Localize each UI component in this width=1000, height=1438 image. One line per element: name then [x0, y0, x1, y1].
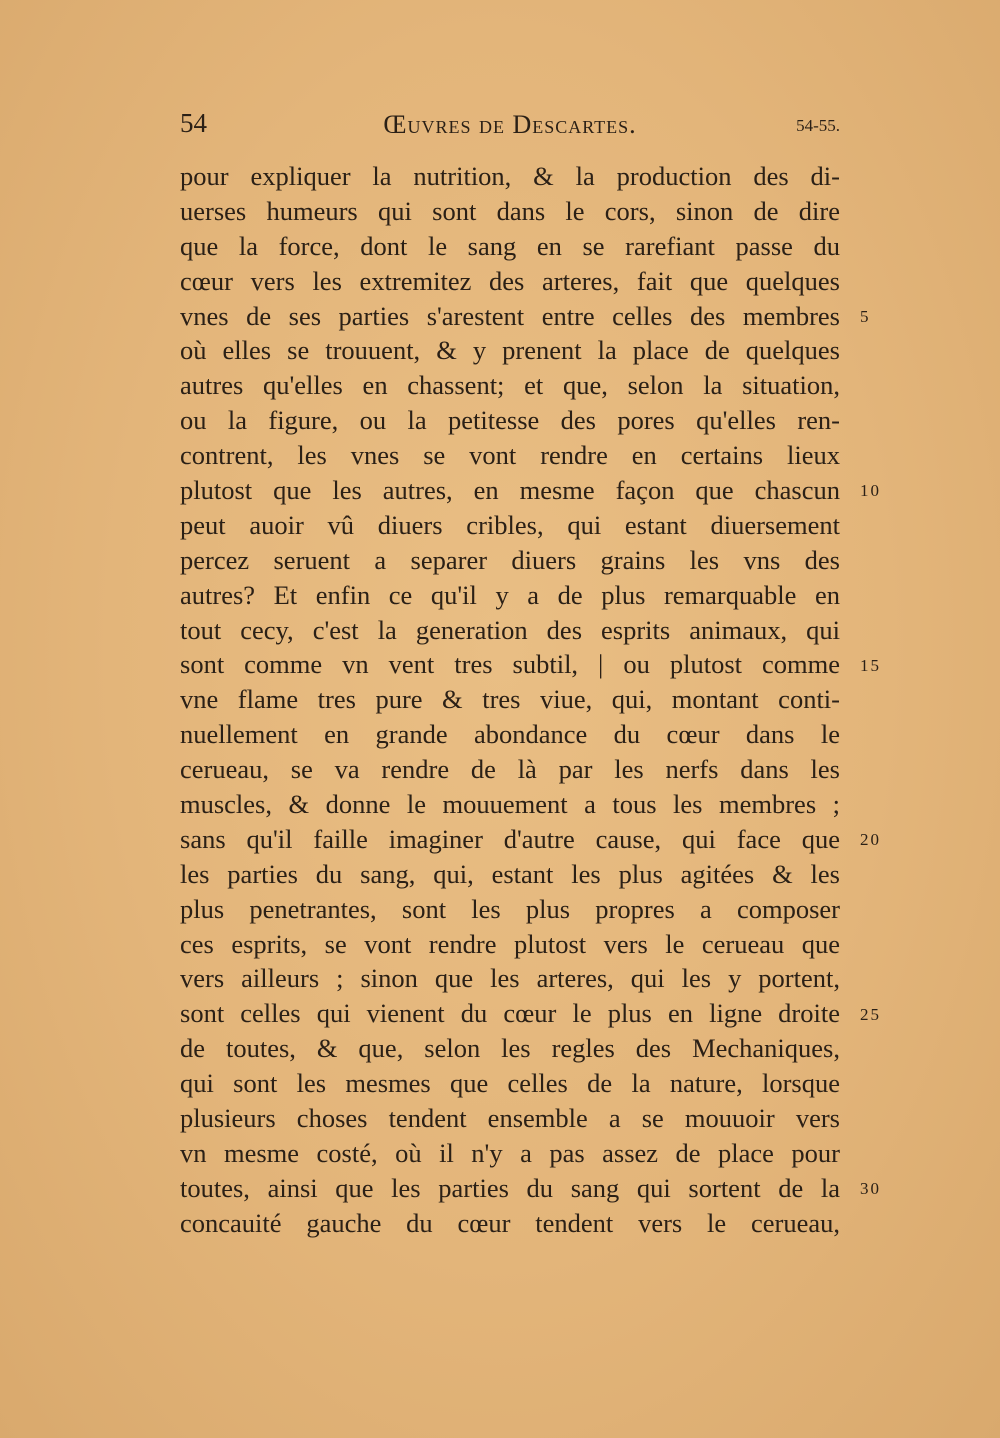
text-line [180, 613, 840, 648]
text-line-content: peut auoir vû diuers cribles, qui estant diuersement [180, 509, 840, 540]
text-line [180, 229, 840, 264]
text-line [180, 1066, 840, 1101]
text-line [180, 647, 840, 682]
text-line [180, 1171, 840, 1206]
text-line-content: plusieurs choses tendent ensemble a se mouuoir vers [180, 1103, 840, 1134]
text-line-content: contrent, les vnes se vont rendre en certains lieux [180, 440, 840, 471]
text-line [180, 682, 840, 717]
text-line-content: cœur vers les extremitez des arteres, fait que quelques [180, 265, 840, 296]
text-line-content: plutost que les autres, en mesme façon que chascun [180, 475, 840, 506]
text-line [180, 438, 840, 473]
text-line-content: vne flame tres pure & tres viue, qui, montant conti- [180, 684, 840, 715]
text-line-content: muscles, & donne le mouuement a tous les membres ; [180, 789, 840, 820]
text-line-content: ou la figure, ou la petitesse des pores qu'elles ren- [180, 405, 840, 436]
text-line [180, 787, 840, 822]
text-line-content: les parties du sang, qui, estant les plus agitées & les [180, 858, 840, 889]
text-line [180, 1031, 840, 1066]
text-line [180, 578, 840, 613]
text-line [180, 508, 840, 543]
running-title: Œuvres de Descartes. [383, 110, 637, 139]
margin-line-number: 10 [860, 481, 881, 501]
text-line [180, 299, 840, 334]
text-line [180, 822, 840, 857]
margin-line-number: 25 [860, 1004, 881, 1024]
margin-line-number: 15 [860, 655, 881, 675]
margin-line-number: 30 [860, 1179, 881, 1199]
text-line [180, 159, 840, 194]
margin-line-number: 5 [860, 306, 871, 326]
text-line [180, 473, 840, 508]
text-line-content: vn mesme costé, où il n'y a pas assez de place pour [180, 1137, 840, 1168]
text-line-content: percez seruent a separer diuers grains les vns des [180, 544, 840, 575]
text-line-content: que la force, dont le sang en se rarefiant passe du [180, 230, 840, 261]
text-line [180, 857, 840, 892]
text-line [180, 403, 840, 438]
text-line [180, 1206, 840, 1241]
text-line-content: plus penetrantes, sont les plus propres a composer [180, 893, 840, 924]
text-line-content: concauité gauche du cœur tendent vers le cerueau, [180, 1207, 840, 1238]
text-line [180, 717, 840, 752]
text-line-content: où elles se trouuent, & y prenent la place de quelques [180, 335, 840, 366]
text-line-content: autres? Et enfin ce qu'il y a de plus remarquable en [180, 579, 840, 610]
text-line [180, 961, 840, 996]
text-line [180, 194, 840, 229]
text-line-content: uerses humeurs qui sont dans le cors, sinon de dire [180, 195, 840, 226]
text-line [180, 752, 840, 787]
text-line-content: sont celles qui vienent du cœur le plus en ligne droite [180, 998, 840, 1029]
margin-line-number: 20 [860, 830, 881, 850]
text-line [180, 927, 840, 962]
text-line-content: cerueau, se va rendre de là par les nerfs dans les [180, 754, 840, 785]
text-line [180, 264, 840, 299]
text-line-content: tout cecy, c'est la generation des esprits animaux, qui [180, 614, 840, 645]
edition-page-reference: 54-55. [796, 116, 840, 135]
text-line [180, 1136, 840, 1171]
text-line-content: nuellement en grande abondance du cœur dans le [180, 719, 840, 750]
text-line-content: pour expliquer la nutrition, & la production des di- [180, 161, 840, 191]
text-line-content: vnes de ses parties s'arestent entre celles des membres [180, 300, 840, 331]
text-line-content: de toutes, & que, selon les regles des Mechaniques, [180, 1033, 840, 1064]
text-line-content: autres qu'elles en chassent; et que, selon la situation, [180, 370, 840, 401]
text-line-content: sans qu'il faille imaginer d'autre cause, qui face que [180, 823, 840, 854]
text-line [180, 368, 840, 403]
text-line-content: ces esprits, se vont rendre plutost vers le cerueau que [180, 928, 840, 959]
text-line-content: toutes, ainsi que les parties du sang qui sortent de la [180, 1172, 840, 1203]
text-line-content: qui sont les mesmes que celles de la nature, lorsque [180, 1068, 840, 1099]
text-line [180, 1101, 840, 1136]
text-line [180, 892, 840, 927]
text-line [180, 996, 840, 1031]
text-line [180, 333, 840, 368]
text-line [180, 543, 840, 578]
page-number: 54 [180, 108, 207, 138]
running-header [180, 108, 840, 144]
body-text [180, 159, 840, 1241]
text-line-content: vers ailleurs ; sinon que les arteres, qui les y portent, [180, 963, 840, 994]
text-line-content: sont comme vn vent tres subtil, | ou plutost comme [180, 649, 840, 680]
